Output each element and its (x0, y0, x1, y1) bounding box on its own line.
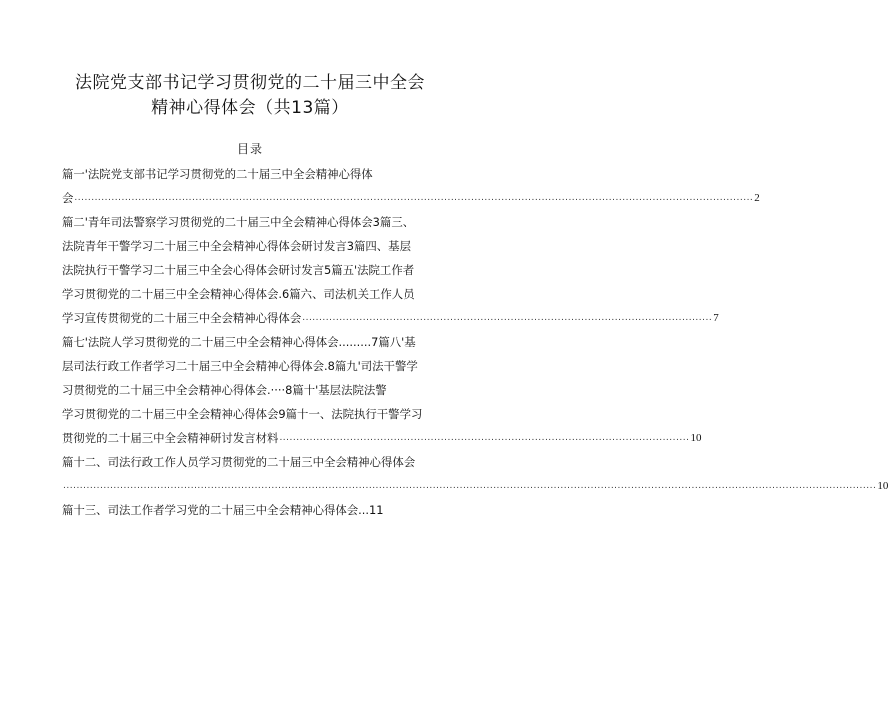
toc-entry-line[interactable] (62, 190, 760, 206)
toc-entry-text: 会 (62, 191, 74, 205)
toc-entry-line[interactable] (62, 478, 888, 494)
toc-entry-text: 贯彻党的二十届三中全会精神研讨发言材料 (62, 431, 279, 445)
toc-page-number: 10 (877, 480, 888, 492)
toc-entry-text: 篇一'法院党支部书记学习贯彻党的二十届三中全会精神心得体 (62, 167, 373, 181)
toc-leader-dots: .......................................................................................................................... (302, 313, 713, 323)
toc-entry-line[interactable] (62, 454, 440, 470)
toc-page-number: 7 (713, 312, 719, 324)
toc-entry-text: 层司法行政工作者学习二十届三中全会精神心得体会.8篇九'司法干警学 (62, 359, 418, 373)
toc-heading: 目录 (236, 142, 263, 156)
toc-leader-dots: .......................................................................................................................... (279, 433, 690, 443)
toc-entry-text: 法院执行干警学习二十届三中全会心得体会研讨发言5篇五'法院工作者 (62, 263, 415, 277)
toc-entry-line[interactable] (62, 310, 719, 326)
toc-entry-line[interactable] (62, 166, 440, 182)
toc-entry-line[interactable] (62, 334, 440, 350)
toc-entry-line[interactable] (62, 358, 440, 374)
toc-leader-dots: .................................................................................................................................................................................................................................................. (63, 481, 877, 491)
toc-entry-text: 习贯彻党的二十届三中全会精神心得体会.····8篇十'基层法院法警 (62, 383, 387, 397)
toc-entry-line[interactable] (62, 262, 440, 278)
toc-entry-text: 学习贯彻党的二十届三中全会精神心得体会.6篇六、司法机关工作人员 (62, 287, 415, 301)
document-title-line-1: 法院党支部书记学习贯彻党的二十届三中全会 (75, 73, 425, 93)
toc-entry-text: 篇十二、司法行政工作人员学习贯彻党的二十届三中全会精神心得体会 (62, 455, 416, 469)
toc-entry-line[interactable] (62, 406, 440, 422)
toc-entry-line[interactable] (62, 382, 440, 398)
toc-entry-text: 篇二'青年司法警察学习贯彻党的二十届三中全会精神心得体会3篇三、 (62, 215, 415, 229)
toc-entry-line[interactable] (62, 502, 440, 518)
toc-entry-text: 篇七'法院人学习贯彻党的二十届三中全会精神心得体会.........7篇八'基 (62, 335, 416, 349)
toc-leader-dots: .......................................................................................................................................................................................................... (74, 193, 754, 203)
toc-entry-line[interactable] (62, 214, 440, 230)
toc-entry-text: 法院青年干警学习二十届三中全会精神心得体会研讨发言3篇四、基层 (62, 239, 411, 253)
toc-page-number: 2 (754, 192, 760, 204)
toc-entry-line[interactable] (62, 286, 440, 302)
toc-entry-text: 篇十三、司法工作者学习党的二十届三中全会精神心得体会...11 (62, 503, 384, 517)
document-title-line-2: 精神心得体会（共13篇） (151, 98, 349, 118)
toc-entry-text: 学习宣传贯彻党的二十届三中全会精神心得体会 (62, 311, 302, 325)
toc-entry-text: 学习贯彻党的二十届三中全会精神心得体会9篇十一、法院执行干警学习 (62, 407, 423, 421)
toc-entry-line[interactable] (62, 430, 702, 446)
toc-page-number: 10 (690, 432, 702, 444)
toc-entry-line[interactable] (62, 238, 440, 254)
